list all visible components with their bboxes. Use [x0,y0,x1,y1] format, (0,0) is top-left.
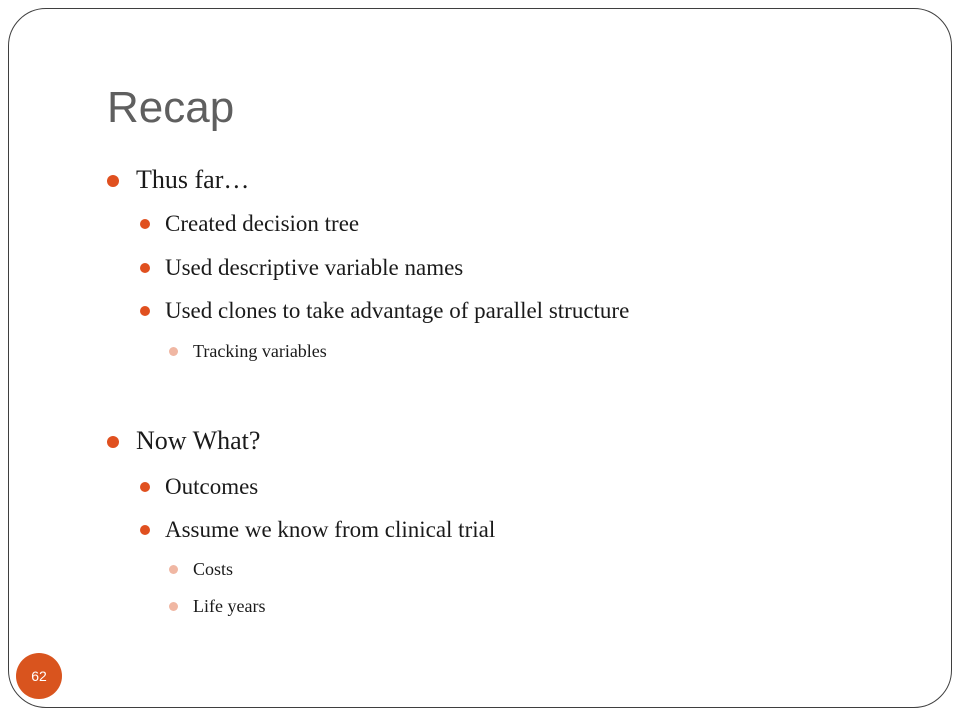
bullet-dot-icon [169,565,178,574]
bullet-dot-icon [140,306,150,316]
bullet-text: Assume we know from clinical trial [165,517,496,542]
bullet-text: Costs [193,559,234,579]
bullet-dot-icon [169,347,178,356]
bullet-tracking-variables [193,342,327,360]
bullet-text: Now What? [136,426,261,455]
bullet-costs [193,560,233,578]
bullet-dot-icon [140,482,150,492]
slide-title: Recap [107,83,235,132]
bullet-thus-far [136,167,249,193]
bullet-descriptive-variable-names [165,256,463,279]
bullet-created-decision-tree [165,212,359,235]
bullet-dot-icon [107,436,119,448]
bullet-text: Tracking variables [193,341,327,361]
bullet-dot-icon [140,219,150,229]
bullet-dot-icon [140,263,150,273]
bullet-text: Used descriptive variable names [165,255,464,280]
bullet-now-what [136,428,260,454]
bullet-text: Life years [193,596,266,616]
bullet-dot-icon [169,602,178,611]
page-number-badge [16,653,62,699]
bullet-dot-icon [107,175,119,187]
bullet-life-years [193,597,265,615]
bullet-text: Created decision tree [165,211,360,236]
bullet-text: Used clones to take advantage of parallel structure [165,298,630,323]
bullet-text: Outcomes [165,474,259,499]
bullet-text: Thus far… [136,165,250,194]
bullet-clinical-trial [165,518,495,541]
bullet-outcomes [165,475,258,498]
page-number: 62 [31,668,47,684]
bullet-dot-icon [140,525,150,535]
bullet-used-clones [165,299,629,322]
